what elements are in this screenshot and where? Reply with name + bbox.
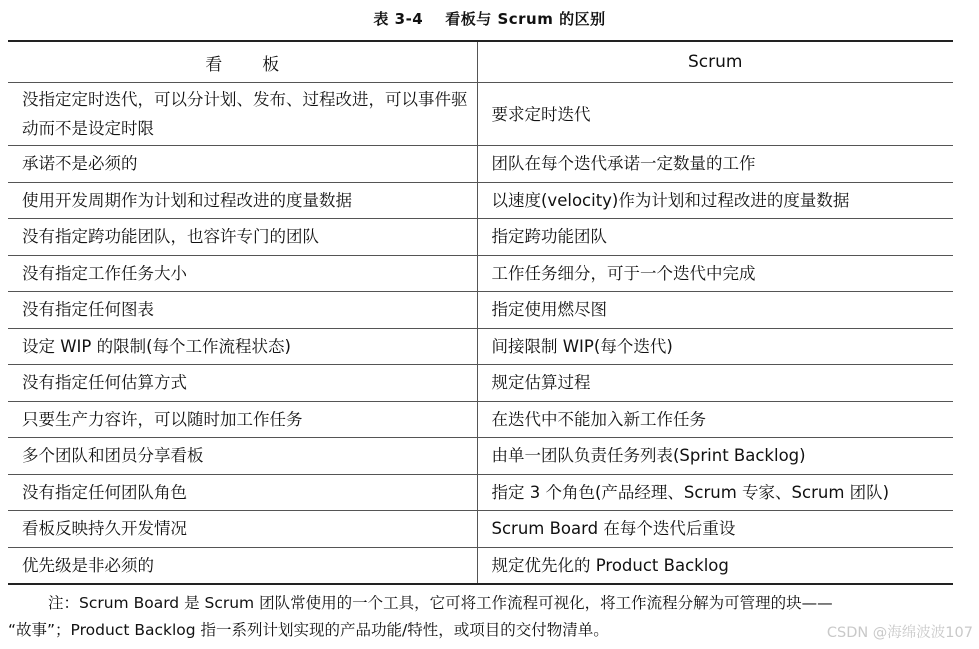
comparison-table: [8, 40, 953, 585]
kanban-cell: 没有指定任何团队角色: [8, 474, 477, 511]
scrum-cell: 间接限制 WIP(每个迭代): [477, 328, 953, 365]
kanban-cell: 使用开发周期作为计划和过程改进的度量数据: [8, 182, 477, 219]
table-row: [8, 182, 953, 219]
header-row: [8, 41, 953, 83]
kanban-cell: 没有指定工作任务大小: [8, 255, 477, 292]
table-row: [8, 292, 953, 329]
table-row: [8, 547, 953, 584]
table-row: [8, 438, 953, 475]
table-row: [8, 146, 953, 183]
scrum-cell: 由单一团队负责任务列表(Sprint Backlog): [477, 438, 953, 475]
header-kanban: 看板: [8, 41, 477, 83]
kanban-cell: 没有指定跨功能团队，也容许专门的团队: [8, 219, 477, 256]
table-note: [8, 590, 958, 644]
table-row: [8, 328, 953, 365]
table-row: [8, 474, 953, 511]
table-row: [8, 511, 953, 548]
table-row: [8, 83, 953, 146]
table-row: [8, 219, 953, 256]
kanban-cell: 没有指定任何图表: [8, 292, 477, 329]
kanban-cell: 看板反映持久开发情况: [8, 511, 477, 548]
table-row: [8, 401, 953, 438]
scrum-cell: 工作任务细分，可于一个迭代中完成: [477, 255, 953, 292]
caption-title: 看板与 Scrum 的区别: [445, 10, 606, 28]
scrum-cell: 在迭代中不能加入新工作任务: [477, 401, 953, 438]
table-row: [8, 365, 953, 402]
header-scrum: Scrum: [477, 41, 953, 83]
caption-number: 表 3-4: [373, 10, 424, 28]
note-line-2: “故事”；Product Backlog 指一系列计划实现的产品功能/特性，或项目的交付物清单。: [8, 621, 609, 639]
table-row: [8, 255, 953, 292]
kanban-cell: 承诺不是必须的: [8, 146, 477, 183]
scrum-cell: 以速度(velocity)作为计划和过程改进的度量数据: [477, 182, 953, 219]
kanban-cell: 没有指定任何估算方式: [8, 365, 477, 402]
csdn-watermark: CSDN @海绵波波107: [826, 625, 973, 641]
scrum-cell: 规定优先化的 Product Backlog: [477, 547, 953, 584]
kanban-cell: 多个团队和团员分享看板: [8, 438, 477, 475]
scrum-cell: Scrum Board 在每个迭代后重设: [477, 511, 953, 548]
scrum-cell: 指定使用燃尽图: [477, 292, 953, 329]
scrum-cell: 团队在每个迭代承诺一定数量的工作: [477, 146, 953, 183]
kanban-cell: 优先级是非必须的: [8, 547, 477, 584]
kanban-cell: 设定 WIP 的限制(每个工作流程状态): [8, 328, 477, 365]
scrum-cell: 指定 3 个角色(产品经理、Scrum 专家、Scrum 团队): [477, 474, 953, 511]
kanban-cell: 没指定定时迭代，可以分计划、发布、过程改进，可以事件驱动而不是设定时限: [8, 83, 477, 146]
note-line-1: 注：Scrum Board 是 Scrum 团队常使用的一个工具，它可将工作流程可视化，将工作流程分解为可管理的块——: [48, 594, 833, 612]
scrum-cell: 要求定时迭代: [477, 83, 953, 146]
table-caption: [0, 8, 979, 29]
kanban-cell: 只要生产力容许，可以随时加工作任务: [8, 401, 477, 438]
scrum-cell: 指定跨功能团队: [477, 219, 953, 256]
scrum-cell: 规定估算过程: [477, 365, 953, 402]
